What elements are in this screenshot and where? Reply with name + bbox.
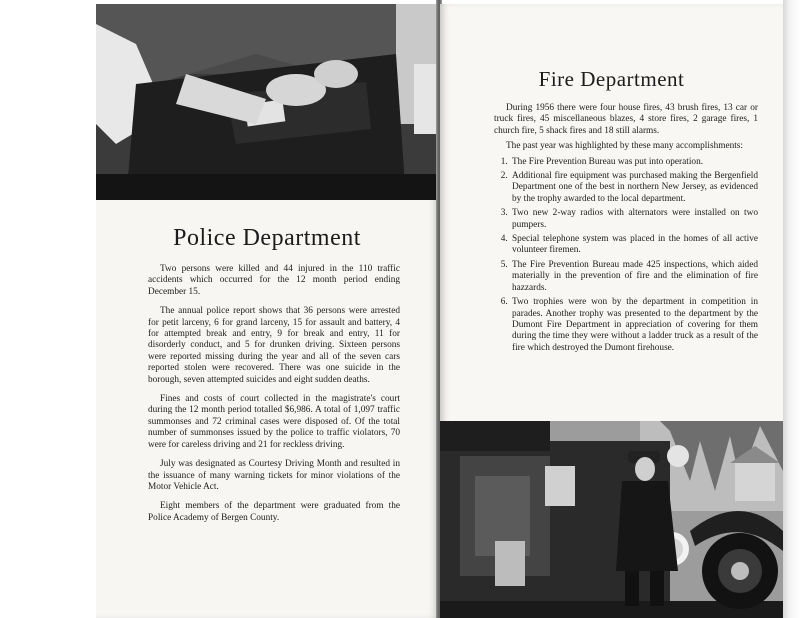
list-item: 5. The Fire Prevention Bureau made 425 inspections, which aided materially in the prevention of fire and the elimination of fire hazzards.	[510, 260, 758, 294]
list-item: 2. Additional fire equipment was purchased making the Bergenfield Department one of the best in northern New Jersey, as evidenced by the trophy awarded to the local department.	[510, 171, 758, 205]
left-page	[96, 4, 438, 618]
accomplishments-list	[494, 157, 758, 355]
police-paragraph: The annual police report shows that 36 persons were arrested for petit larceny, 6 for grand larceny, 15 for assault and battery, 4 for attempted break and entry, 9 for break and entry, 11 for disorderly conduct, and 5 for drunken driving. Sixteen persons were reported missing during the year and all of the seven cars reported stolen were recovered. There was one suicide in the borough, seven attempted suicides and eight sudden deaths.	[148, 306, 400, 385]
fire-department-title: Fire Department	[538, 67, 685, 91]
list-item: 3. Two new 2-way radios with alternators were installed on two pumpers.	[510, 208, 758, 231]
police-paragraph: Two persons were killed and 44 injured in the 110 traffic accidents which occurred for the 12 month period ending December 15.	[148, 264, 400, 297]
list-item: 4. Special telephone system was placed in the homes of all active volunteer firemen.	[510, 234, 758, 257]
right-page	[440, 4, 783, 618]
police-paragraph: Fines and costs of court collected in the magistrate's court during the 12 month period totalled $6,986. A total of 1,097 traffic summonses and 72 criminal cases were disposed of. Of the total number of summonses issued by the police to traffic violators, 70 were for careless driving and 21 for reckless driving.	[148, 394, 400, 450]
page-edge	[783, 0, 800, 618]
police-paragraph: July was designated as Courtesy Driving Month and resulted in the issuance of many warning tickets for minor violations of the Motor Vehicle Act.	[148, 459, 400, 492]
police-paragraph: Eight members of the department were graduated from the Police Academy of Bergen County.	[148, 501, 400, 523]
list-item: 1. The Fire Prevention Bureau was put into operation.	[510, 157, 758, 168]
police-department-title: Police Department	[173, 225, 361, 251]
police-report-text	[148, 264, 400, 532]
list-item: 6. Two trophies were won by the department in competition in parades. Another trophy was presented to the department by the Dumont Fire Department in appreciation of covering for them during the time they were without a ladder truck as a result of the fire which destroyed the Dumont firehouse.	[510, 297, 758, 354]
fire-report-text	[494, 103, 758, 357]
fire-truck-photo	[440, 421, 783, 618]
fire-intro-paragraph: During 1956 there were four house fires, 43 brush fires, 13 car or truck fires, 45 miscellaneous blazes, 4 store fires, 2 garage fires, 1 church fire, 5 shack fires and 18 still alarms.	[494, 103, 758, 136]
fire-lead-paragraph: The past year was highlighted by these many accomplishments:	[506, 141, 744, 152]
fingerprinting-photo	[96, 4, 438, 200]
